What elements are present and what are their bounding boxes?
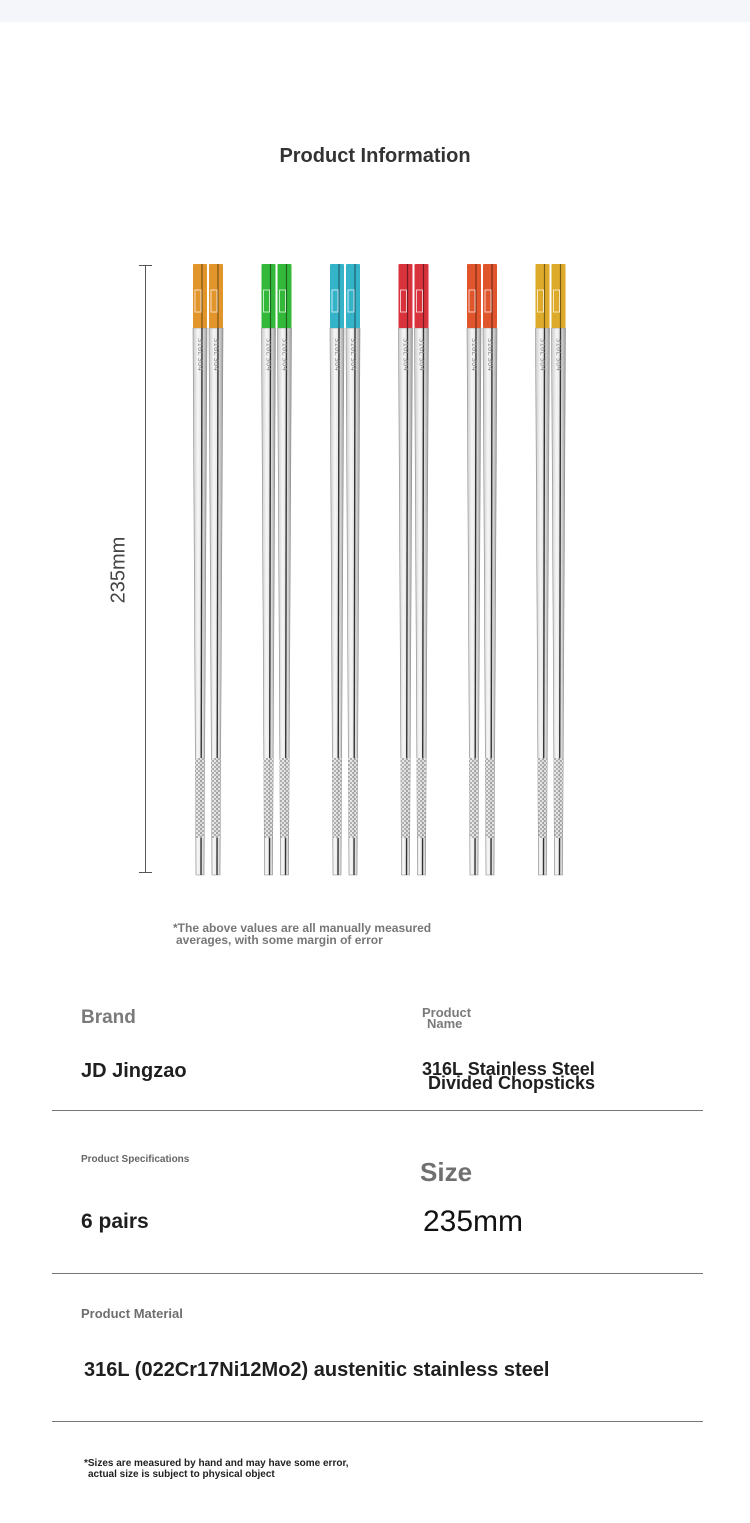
chopstick-grip (401, 758, 411, 838)
chopstick (399, 264, 413, 875)
chopstick-pair (193, 264, 223, 875)
chopstick (415, 264, 429, 875)
divider (52, 1273, 703, 1274)
chopstick-pair (536, 264, 566, 875)
chopstick-engraving: 316L 304 (196, 338, 204, 371)
chopstick (483, 264, 497, 875)
chopstick (552, 264, 566, 875)
chopstick-engraving: 316L 304 (486, 338, 494, 371)
size-value: 235mm (423, 1205, 524, 1238)
spec-label: Product Specifications (81, 1154, 190, 1165)
brand-value: JD Jingzao (81, 1060, 187, 1082)
measure-note-line-2: averages, with some margin of error (176, 933, 383, 947)
dimension-tick-top (139, 265, 152, 266)
chopstick-grip (211, 758, 221, 838)
chopstick (467, 264, 481, 875)
size-label: Size (420, 1157, 473, 1187)
chopstick-engraving: 316L 304 (280, 338, 289, 371)
chopstick-grip (332, 758, 342, 838)
chopstick-grip (485, 758, 495, 838)
chopstick-grip (469, 758, 479, 838)
chopstick-engraving: 316L 304 (212, 338, 220, 371)
dimension-label: 235mm (107, 536, 130, 604)
chopstick-grip (348, 758, 358, 838)
chopstick-engraving: 316L 304 (349, 338, 357, 371)
chopstick-grip (417, 758, 427, 838)
chopstick-engraving: 316L 304 (401, 338, 410, 371)
chopstick-grip (280, 758, 290, 838)
top-bar (0, 0, 750, 22)
chopstick (209, 264, 223, 875)
product-name-value-line-1: 316L Stainless Steel (422, 1059, 595, 1079)
chopstick (346, 264, 360, 875)
chopstick-engraving: 316L 304 (470, 338, 478, 371)
page-title: Product Information (279, 145, 471, 167)
product-name-label-line-1: Product (422, 1005, 472, 1020)
product-name-value (422, 1059, 596, 1093)
material-label: Product Material (81, 1306, 183, 1321)
chopstick (536, 264, 550, 875)
product-name-value-line-2: Divided Chopsticks (428, 1073, 596, 1093)
chopstick-engraving: 316L 304 (554, 338, 563, 371)
chopstick (330, 264, 344, 875)
chopstick-pair (330, 264, 360, 875)
chopstick-grip (264, 758, 274, 838)
dimension-tick-bottom (139, 872, 152, 873)
chopstick (193, 264, 207, 875)
divider (52, 1110, 703, 1111)
footer-note-line-1: *Sizes are measured by hand and may have some error, (84, 1458, 349, 1469)
product-name-label (422, 1007, 471, 1029)
material-value: 316L (022Cr17Ni12Mo2) austenitic stainless steel (84, 1359, 550, 1381)
chopstick-grip (554, 758, 564, 838)
chopstick-engraving: 316L 304 (538, 338, 547, 371)
measure-note-line-1: *The above values are all manually measured (173, 921, 432, 935)
chopstick-engraving: 316L 304 (417, 338, 426, 371)
chopstick (278, 264, 292, 875)
chopstick-engraving: 316L 304 (333, 338, 341, 371)
chopstick-grip (195, 758, 205, 838)
dimension-line (145, 265, 146, 873)
chopstick-pair (467, 264, 497, 875)
brand-label: Brand (81, 1007, 136, 1028)
product-name-label-line-2: Name (427, 1016, 463, 1031)
measure-note (173, 922, 503, 946)
spec-value: 6 pairs (81, 1210, 149, 1233)
footer-note-line-2: actual size is subject to physical object (88, 1469, 275, 1480)
chopstick-grip (538, 758, 548, 838)
chopstick-pair (399, 264, 429, 875)
chopstick-engraving: 316L 304 (264, 338, 273, 371)
divider (52, 1421, 703, 1422)
chopsticks-image (170, 258, 590, 883)
chopstick (262, 264, 276, 875)
chopstick-pair (262, 264, 292, 875)
footer-note (84, 1458, 444, 1480)
